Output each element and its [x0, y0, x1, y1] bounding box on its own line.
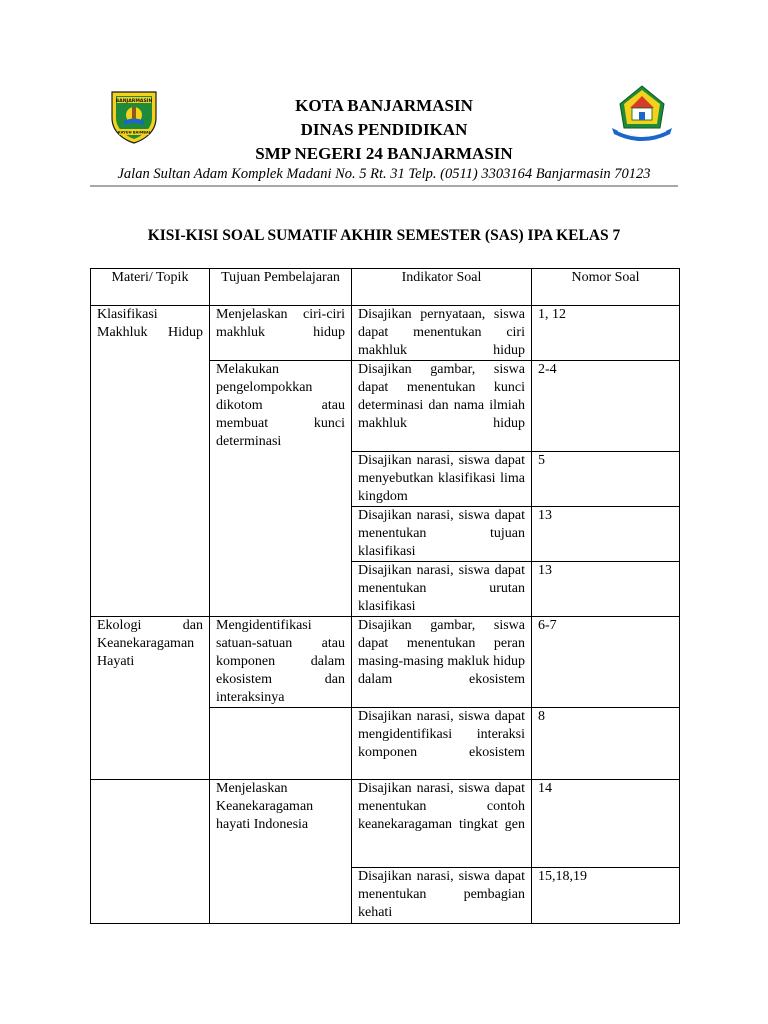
svg-text:KAYUH BAIMBAI: KAYUH BAIMBAI: [117, 130, 151, 135]
number-cell: 13: [532, 562, 680, 617]
topic-cell: Klasifikasi Makhluk Hidup: [91, 306, 210, 617]
indicator-cell: Disajikan gambar, siswa dapat menentukan peran masing-masing makluk hidup dalam ekosistem: [352, 617, 532, 708]
goal-cell: Melakukan pengelompokkan dikotom atau membuat kunci determinasi: [210, 361, 352, 617]
table-header-row: [91, 269, 680, 306]
number-cell: 1, 12: [532, 306, 680, 361]
indicator-cell: Disajikan narasi, siswa dapat menentukan tujuan klasifikasi: [352, 507, 532, 562]
topic-cell: [91, 780, 210, 924]
number-cell: 2-4: [532, 361, 680, 452]
svg-text:BANJARMASIN: BANJARMASIN: [115, 98, 153, 104]
document-title: KISI-KISI SOAL SUMATIF AKHIR SEMESTER (SAS) IPA KELAS 7: [147, 227, 621, 244]
table-row: [91, 780, 680, 868]
goal-cell: Mengidentifikasi satuan-satuan atau komponen dalam ekosistem dan interaksinya: [210, 617, 352, 708]
header-topic: Materi/ Topik: [91, 269, 210, 306]
goal-cell: Menjelaskan Keanekaragaman hayati Indonesia: [210, 780, 352, 924]
header-indicator: Indikator Soal: [352, 269, 532, 306]
header-goal: Tujuan Pembelajaran: [210, 269, 352, 306]
topic-cell: Ekologi dan Keanekaragaman Hayati: [91, 617, 210, 780]
number-cell: 14: [532, 780, 680, 868]
school-name: SMP NEGERI 24 BANJARMASIN: [255, 144, 513, 163]
indicator-cell: Disajikan narasi, siswa dapat menentukan contoh keanekaragaman tingkat gen: [352, 780, 532, 868]
city-name: KOTA BANJARMASIN: [295, 96, 473, 115]
goal-cell: [210, 708, 352, 780]
question-grid-table: [90, 268, 680, 924]
indicator-cell: Disajikan pernyataan, siswa dapat menentukan ciri makhluk hidup: [352, 306, 532, 361]
indicator-cell: Disajikan narasi, siswa dapat menentukan pembagian kehati: [352, 868, 532, 924]
table-row: [91, 617, 680, 708]
table-row: [91, 306, 680, 361]
indicator-cell: Disajikan narasi, siswa dapat menyebutkan klasifikasi lima kingdom: [352, 452, 532, 507]
number-cell: 8: [532, 708, 680, 780]
letterhead-divider: [90, 185, 678, 187]
letterhead: [0, 94, 768, 166]
indicator-cell: Disajikan narasi, siswa dapat menentukan urutan klasifikasi: [352, 562, 532, 617]
school-address: Jalan Sultan Adam Komplek Madani No. 5 Rt. 31 Telp. (0511) 3303164 Banjarmasin 70123: [117, 166, 651, 182]
number-cell: 5: [532, 452, 680, 507]
number-cell: 13: [532, 507, 680, 562]
indicator-cell: Disajikan gambar, siswa dapat menentukan kunci determinasi dan nama ilmiah makhluk hidup: [352, 361, 532, 452]
number-cell: 6-7: [532, 617, 680, 708]
header-number: Nomor Soal: [532, 269, 680, 306]
number-cell: 15,18,19: [532, 868, 680, 924]
department-name: DINAS PENDIDIKAN: [300, 120, 468, 139]
indicator-cell: Disajikan narasi, siswa dapat mengidentifikasi interaksi komponen ekosistem: [352, 708, 532, 780]
goal-cell: Menjelaskan ciri-ciri makhluk hidup: [210, 306, 352, 361]
